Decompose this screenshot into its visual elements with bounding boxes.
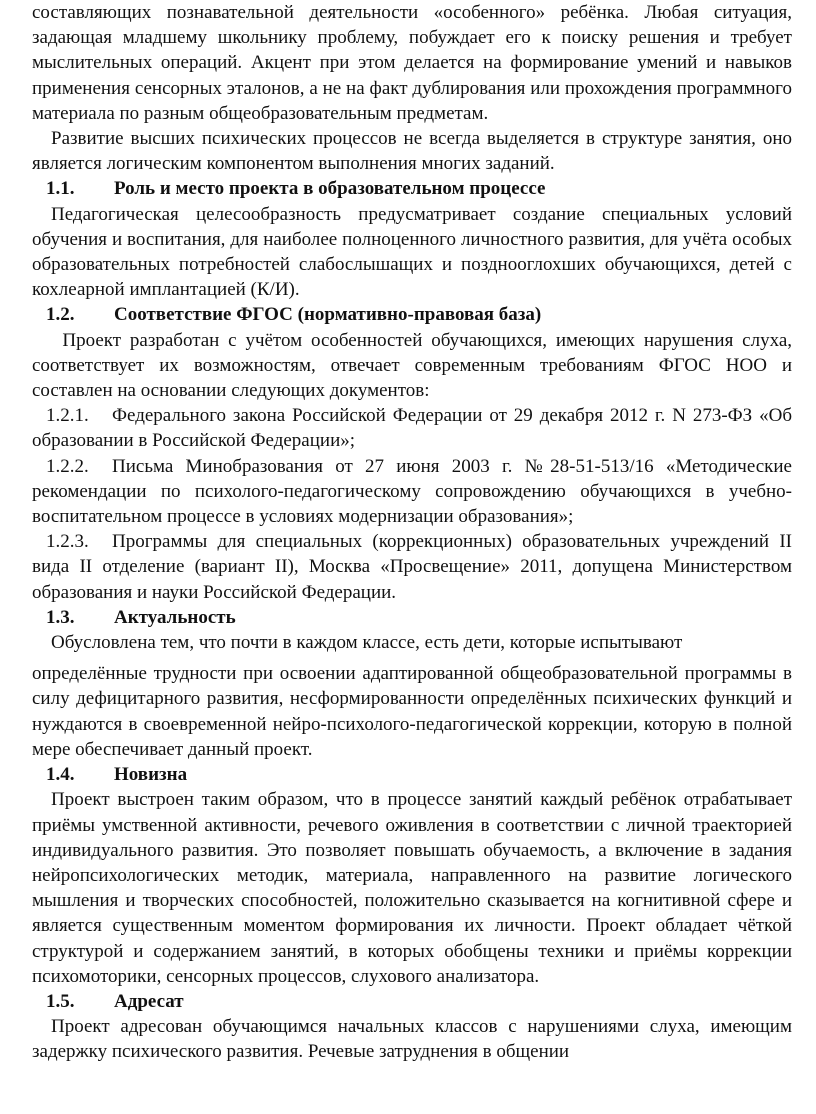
section-1-3-first-line: Обусловлена тем, что почти в каждом классе, есть дети, которые испытывают <box>51 632 683 654</box>
section-heading-1-3 <box>46 605 792 630</box>
section-1-2-text: Проект разработан с учётом особенностей обучающихся, имеющих нарушения слуха, соответствует их возможностям, отвечает современным требованиям ФГОС НОО и составлен на основании следующих документов: <box>32 329 792 402</box>
list-item-text: Федерального закона Российской Федерации от 29 декабря 2012 г. N 273-ФЗ «Об образовании в Российской Федерации»; <box>32 405 792 452</box>
document-page <box>32 0 792 1065</box>
list-item-1-2-3 <box>32 529 792 605</box>
section-title: Адресат <box>114 990 184 1012</box>
section-1-3-text: определённые трудности при освоении адаптированной общеобразовательной программы в силу дефицитарного развития, несформированности определённых психических функций и нуждаются в своевременной нейро-психолого-педагогической коррекции, которую в полной мере обеспечивает данный проект. <box>32 663 792 760</box>
section-1-4-text: Проект выстроен таким образом, что в процессе занятий каждый ребёнок отрабатывает приёмы умственной активности, речевого оживления в соответствии с личной траекторией индивидуального развития. Это позволяет повышать обучаемость, а включение в задания нейропсихологических методик, материала, направленного на развитие логического мышления и творческих способностей, положительно сказывается на когнитивной сфере и является существенным моментом формирования их личности. Проект обладает чёткой структурой и содержанием занятий, в которых обобщены техники и приёмы коррекции психомоторики, сенсорных процессов, слухового анализатора. <box>32 789 792 987</box>
section-heading-1-1 <box>46 176 792 201</box>
list-item-number: 1.2.2. <box>46 455 89 477</box>
list-item-text: Письма Минобразования от 27 июня 2003 г. №28-51-513/16 «Методические рекомендации по психолого-педагогическому сопровождению обучающихся в учебно-воспитательном процессе в условиях модернизации образования»; <box>32 455 792 528</box>
section-number: 1.4. <box>46 764 75 786</box>
section-number: 1.2. <box>46 304 75 326</box>
section-title: Новизна <box>114 764 188 786</box>
development-paragraph: Развитие высших психических процессов не всегда выделяется в структуре занятия, оно является логическим компонентом выполнения многих заданий. <box>32 128 792 175</box>
section-heading-1-5 <box>46 989 792 1014</box>
section-title: Роль и место проекта в образовательном процессе <box>114 178 546 200</box>
intro-paragraph: составляющих познавательной деятельности «особенного» ребёнка. Любая ситуация, задающая младшему школьнику проблему, побуждает его к поиску решения и требует мыслительных операций. Акцент при этом делается на формирование умений и навыков применения сенсорных эталонов, а не на факт дублирования или прохождения программного материала по разным общеобразовательным предметам. <box>32 2 792 124</box>
section-number: 1.3. <box>46 606 75 628</box>
section-heading-1-2 <box>46 302 792 327</box>
section-number: 1.1. <box>46 178 75 200</box>
section-1-5-text: Проект адресован обучающимся начальных классов с нарушениями слуха, имеющим задержку психического развития. Речевые затруднения в общении <box>32 1016 792 1063</box>
section-heading-1-4 <box>46 762 792 787</box>
list-item-1-2-1 <box>32 403 792 453</box>
section-title: Актуальность <box>114 606 236 628</box>
list-item-number: 1.2.3. <box>46 531 89 553</box>
section-title: Соответствие ФГОС (нормативно-правовая база) <box>114 304 542 326</box>
list-item-text: Программы для специальных (коррекционных) образовательных учреждений II вида II отделение (вариант II), Москва «Просвещение» 2011, допущена Министерством образования и науки Российской Федерации. <box>32 531 792 603</box>
section-1-1-text: Педагогическая целесообразность предусматривает создание специальных условий обучения и воспитания, для наиболее полноценного личностного развития, для учёта особых образовательных потребностей слабослышащих и позднооглохших обучающихся, детей с кохлеарной имплантацией (К/И). <box>32 203 792 301</box>
list-item-1-2-2 <box>32 454 792 530</box>
list-item-number: 1.2.1. <box>46 405 89 427</box>
section-number: 1.5. <box>46 990 75 1012</box>
